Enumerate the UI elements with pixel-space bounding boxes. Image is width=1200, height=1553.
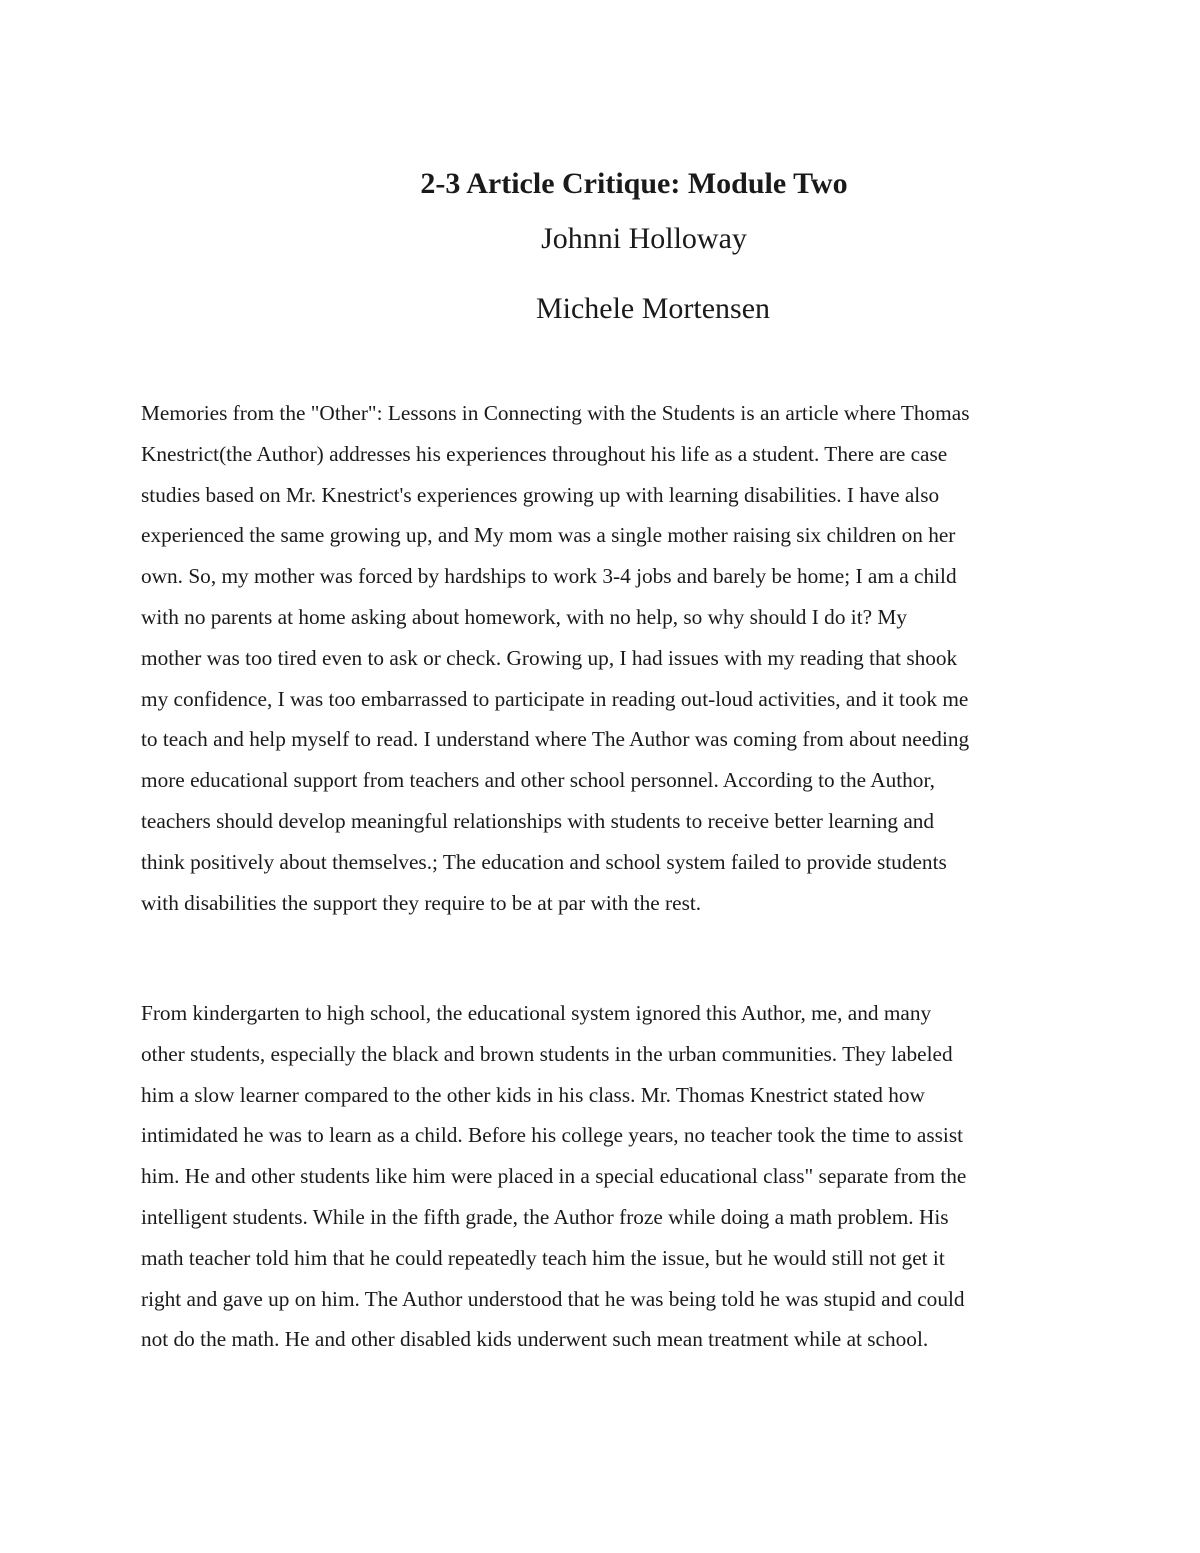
paragraph-line: more educational support from teachers and other school personnel. According to the Author, <box>141 768 936 793</box>
body-paragraph-2 <box>141 993 1061 1360</box>
paragraph-line: think positively about themselves.; The education and school system failed to provide students <box>141 849 947 874</box>
paragraph-line: right and gave up on him. The Author understood that he was being told he was stupid and could <box>141 1286 965 1311</box>
body-paragraph-1 <box>141 393 1061 923</box>
paragraph-line: with disabilities the support they require to be at par with the rest. <box>141 890 702 915</box>
paragraph-line: intimidated he was to learn as a child. Before his college years, no teacher took the time to assist <box>141 1123 964 1148</box>
paragraph-line: other students, especially the black and brown students in the urban communities. They labeled <box>141 1041 953 1066</box>
paragraph-line: mother was too tired even to ask or check. Growing up, I had issues with my reading that shook <box>141 645 958 670</box>
paragraph-line: with no parents at home asking about homework, with no help, so why should I do it? My <box>141 604 908 629</box>
paragraph-line: intelligent students. While in the fifth grade, the Author froze while doing a math problem. His <box>141 1204 949 1229</box>
paragraph-line: to teach and help myself to read. I understand where The Author was coming from about needing <box>141 727 970 752</box>
paragraph-line: him a slow learner compared to the other kids in his class. Mr. Thomas Knestrict stated how <box>141 1082 925 1107</box>
paragraph-line: teachers should develop meaningful relationships with students to receive better learning and <box>141 808 935 833</box>
paragraph-line: Memories from the "Other": Lessons in Connecting with the Students is an article where Thomas <box>141 401 970 425</box>
paragraph-line: math teacher told him that he could repeatedly teach him the issue, but he would still not get it <box>141 1245 945 1270</box>
paragraph-line: experienced the same growing up, and My mom was a single mother raising six children on her <box>141 523 956 548</box>
paragraph-line: not do the math. He and other disabled kids underwent such mean treatment while at school. <box>141 1327 929 1352</box>
paragraph-line: own. So, my mother was forced by hardships to work 3-4 jobs and barely be home; I am a child <box>141 564 957 589</box>
paragraph-line: Knestrict(the Author) addresses his experiences throughout his life as a student. There are case <box>141 441 948 466</box>
paragraph-line: studies based on Mr. Knestrict's experiences growing up with learning disabilities. I have also <box>141 482 940 507</box>
instructor-name: Michele Mortensen <box>535 292 771 325</box>
paragraph-line: him. He and other students like him were placed in a special educational class" separate from the <box>141 1164 967 1189</box>
author-name: Johnni Holloway <box>541 222 747 255</box>
paragraph-line: From kindergarten to high school, the educational system ignored this Author, me, and many <box>141 1001 932 1025</box>
paragraph-line: my confidence, I was too embarrassed to participate in reading out-loud activities, and it took me <box>141 686 969 711</box>
document-title: 2-3 Article Critique: Module Two <box>420 167 848 200</box>
